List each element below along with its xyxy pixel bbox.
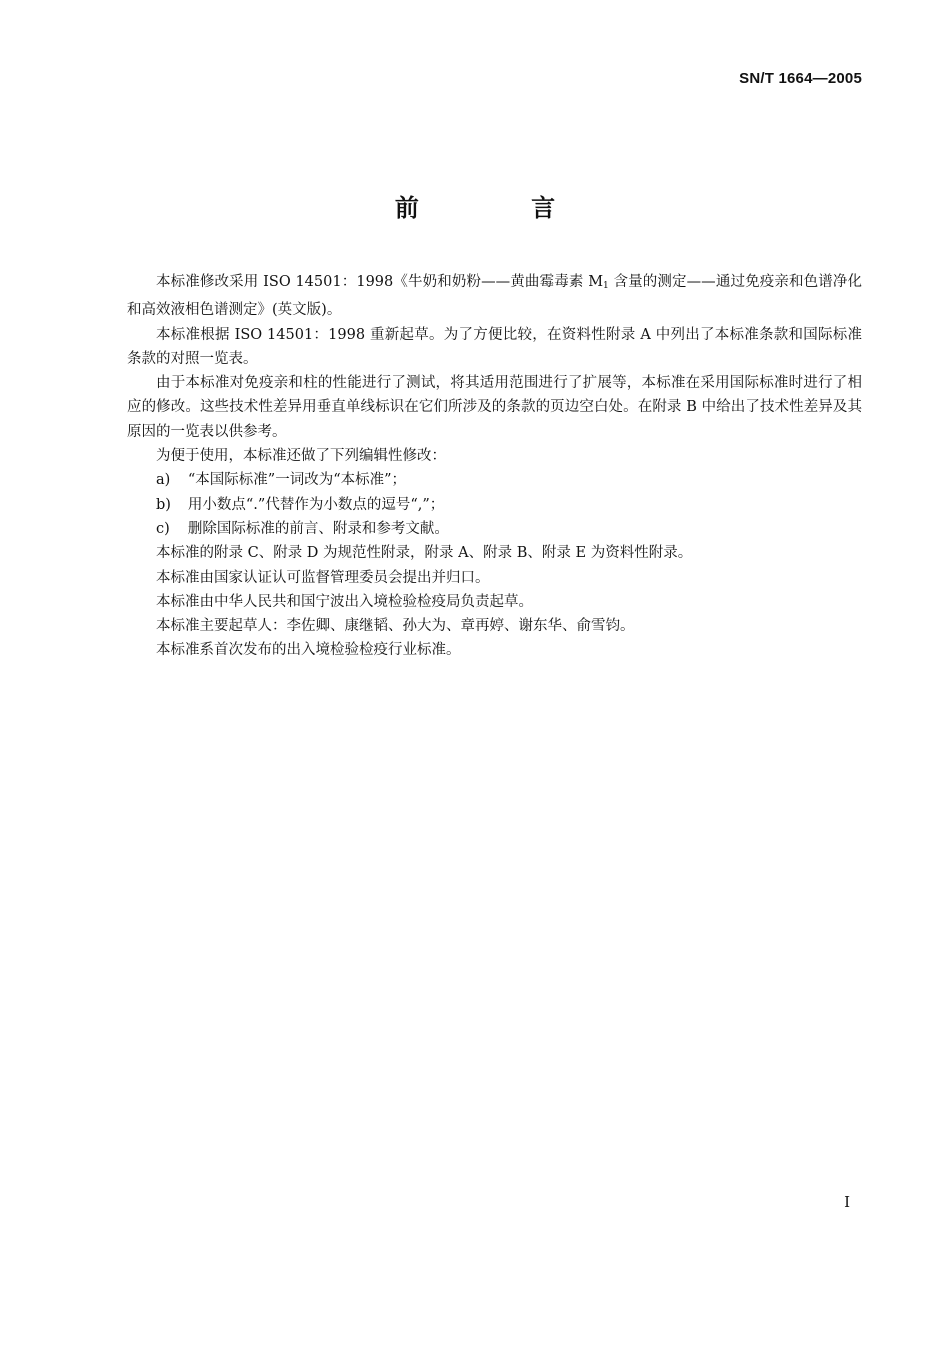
list-item: a) “本国际标准”一词改为“本标准”； (156, 472, 407, 489)
foreword-body (127, 270, 862, 663)
page-number: I (844, 1193, 850, 1211)
paragraph-first-release: 本标准系首次发布的出入境检验检疫行业标准。 (156, 642, 461, 659)
paragraph-drafters: 本标准主要起草人：李佐卿、康继韬、孙大为、章再婷、谢东华、俞雪钧。 (156, 618, 635, 635)
page-title: 前 言 (394, 194, 608, 222)
paragraph-drafting-org: 本标准由中华人民共和国宁波出入境检验检疫局负责起草。 (156, 593, 533, 610)
paragraph-modifications: 由于本标准对免疫亲和柱的性能进行了测试，将其适用范围进行了扩展等，本标准在采用国际标准时进行了相应的修改。这些技术性差异用垂直单线标识在它们所涉及的条款的页边空白处。在附录 B 中给出了技术性差异及其原因的一览表以供参考。 (127, 375, 862, 440)
paragraph-adoption: 本标准修改采用 ISO 14501：1998《牛奶和奶粉——黄曲霉毒素 $M_1$ 含量的测定——通过免疫亲和色谱净化和高效液相色谱测定》(英文版)。 (127, 274, 862, 319)
paragraph-editorial-intro: 为便于使用，本标准还做了下列编辑性修改： (156, 448, 446, 465)
paragraph-annexes: 本标准的附录 C、附录 D 为规范性附录，附录 A、附录 B、附录 E 为资料性附录。 (156, 545, 693, 562)
list-item: c) 删除国际标准的前言、附录和参考文献。 (156, 520, 449, 537)
list-item: b) 用小数点“.”代替作为小数点的逗号“,”； (156, 496, 445, 513)
paragraph-proposer: 本标准由国家认证认可监督管理委员会提出并归口。 (156, 569, 490, 586)
paragraph-redraft: 本标准根据 ISO 14501：1998 重新起草。为了方便比较，在资料性附录 A 中列出了本标准条款和国际标准条款的对照一览表。 (127, 326, 862, 367)
standard-code: SN/T 1664—2005 (739, 70, 862, 87)
